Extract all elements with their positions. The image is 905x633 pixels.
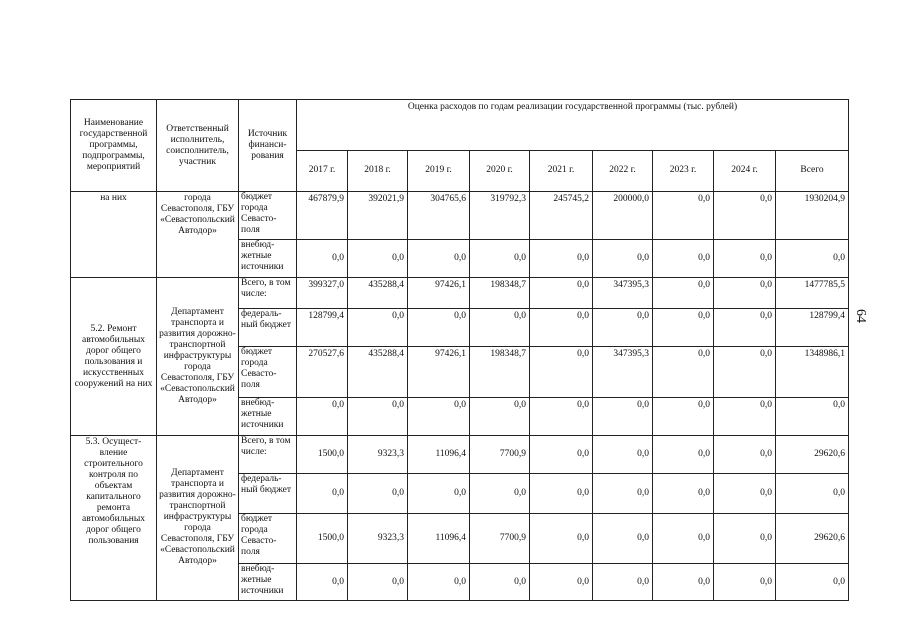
value-cell: 198348,7 [470,346,530,397]
program-name-cell: 5.2. Ремонт автомобильных дорог общего пользования и искусственных сооружений на них [71,278,157,436]
value-cell: 0,0 [593,309,653,346]
value-cell: 0,0 [470,239,530,277]
value-cell: 392021,9 [348,192,408,240]
value-cell: 0,0 [348,474,408,513]
value-cell: 1500,0 [297,513,348,564]
value-cell: 0,0 [297,397,348,435]
value-cell: 0,0 [297,239,348,277]
executor-cell: Департамент транспорта и развития дорожно-транспортной инфраструктуры города Севастополя, ГБУ «Севастопольский Автодор» [157,278,239,436]
value-cell: 0,0 [530,397,593,435]
funding-source-cell: Всего, в том числе: [239,278,297,309]
header-source-cell: Источник финанси-рования [239,100,297,192]
value-cell: 0,0 [530,474,593,513]
header-year: 2020 г. [470,150,530,191]
header-year: 2018 г. [348,150,408,191]
funding-source-cell: внебюд-жетные источники [239,564,297,601]
value-cell: 0,0 [593,397,653,435]
value-cell: 0,0 [714,239,776,277]
funding-source-cell: внебюд-жетные источники [239,239,297,277]
value-cell: 435288,4 [348,278,408,309]
header-total: Всего [776,150,849,191]
funding-source-cell: внебюд-жетные источники [239,397,297,435]
value-cell: 0,0 [593,513,653,564]
value-cell: 399327,0 [297,278,348,309]
value-cell: 0,0 [348,564,408,601]
value-cell: 467879,9 [297,192,348,240]
value-cell: 200000,0 [593,192,653,240]
header-name-cell: Наименование государственной программы, подпрограммы, мероприятий [71,100,157,192]
table-row [71,435,849,473]
budget-table [70,99,849,601]
header-year: 2024 г. [714,150,776,191]
value-cell: 9323,3 [348,435,408,473]
total-value-cell: 29620,6 [776,513,849,564]
value-cell: 1500,0 [297,435,348,473]
value-cell: 11096,4 [408,513,470,564]
value-cell: 0,0 [653,239,714,277]
value-cell: 0,0 [714,435,776,473]
value-cell: 9323,3 [348,513,408,564]
value-cell: 435288,4 [348,346,408,397]
value-cell: 0,0 [408,397,470,435]
value-cell: 0,0 [653,564,714,601]
executor-cell: города Севастополя, ГБУ «Севастопольский Автодор» [157,192,239,278]
value-cell: 0,0 [714,397,776,435]
value-cell: 0,0 [653,435,714,473]
total-value-cell: 0,0 [776,474,849,513]
value-cell: 319792,3 [470,192,530,240]
value-cell: 0,0 [470,474,530,513]
value-cell: 0,0 [530,278,593,309]
value-cell: 0,0 [470,564,530,601]
total-value-cell: 29620,6 [776,435,849,473]
total-value-cell: 1930204,9 [776,192,849,240]
value-cell: 0,0 [470,309,530,346]
value-cell: 0,0 [653,346,714,397]
value-cell: 304765,6 [408,192,470,240]
value-cell: 0,0 [593,435,653,473]
value-cell: 0,0 [408,309,470,346]
header-year: 2019 г. [408,150,470,191]
value-cell: 0,0 [530,346,593,397]
value-cell: 0,0 [530,513,593,564]
value-cell: 0,0 [653,513,714,564]
total-value-cell: 1477785,5 [776,278,849,309]
table-row [71,192,849,240]
value-cell: 0,0 [653,309,714,346]
value-cell: 245745,2 [530,192,593,240]
total-value-cell: 0,0 [776,239,849,277]
header-estimate-cell: Оценка расходов по годам реализации государственной программы (тыс. рублей) [297,100,849,151]
program-name-cell: на них [71,192,157,278]
value-cell: 0,0 [714,309,776,346]
value-cell: 97426,1 [408,346,470,397]
value-cell: 0,0 [714,564,776,601]
value-cell: 0,0 [408,474,470,513]
value-cell: 0,0 [297,474,348,513]
funding-source-cell: федераль-ный бюджет [239,309,297,346]
funding-source-cell: бюджет города Севасто-поля [239,192,297,240]
funding-source-cell: бюджет города Севасто-поля [239,346,297,397]
value-cell: 0,0 [408,564,470,601]
page-number: 64 [853,309,868,323]
value-cell: 0,0 [530,435,593,473]
funding-source-cell: Всего, в том числе: [239,435,297,473]
program-name-cell: 5.3. Осущест-вление строительного контроля по объектам капитального ремонта автомобильных дорог общего пользования [71,435,157,600]
value-cell: 198348,7 [470,278,530,309]
value-cell: 0,0 [348,309,408,346]
funding-source-cell: федераль-ный бюджет [239,474,297,513]
value-cell: 128799,4 [297,309,348,346]
table-row [71,278,849,309]
value-cell: 347395,3 [593,346,653,397]
value-cell: 11096,4 [408,435,470,473]
value-cell: 0,0 [593,474,653,513]
value-cell: 0,0 [714,192,776,240]
header-year: 2021 г. [530,150,593,191]
value-cell: 7700,9 [470,513,530,564]
header-year: 2022 г. [593,150,653,191]
value-cell: 0,0 [348,397,408,435]
executor-cell: Департамент транспорта и развития дорожно-транспортной инфраструктуры города Севастополя, ГБУ «Севастопольский Автодор» [157,435,239,600]
value-cell: 0,0 [470,397,530,435]
value-cell: 0,0 [530,309,593,346]
value-cell: 7700,9 [470,435,530,473]
funding-source-cell: бюджет города Севасто-поля [239,513,297,564]
value-cell: 0,0 [714,513,776,564]
value-cell: 347395,3 [593,278,653,309]
value-cell: 0,0 [653,397,714,435]
value-cell: 0,0 [348,239,408,277]
value-cell: 0,0 [297,564,348,601]
header-year: 2023 г. [653,150,714,191]
value-cell: 0,0 [714,474,776,513]
value-cell: 0,0 [714,278,776,309]
header-row-1 [71,100,849,151]
header-year: 2017 г. [297,150,348,191]
value-cell: 0,0 [530,564,593,601]
total-value-cell: 1348986,1 [776,346,849,397]
value-cell: 0,0 [653,192,714,240]
total-value-cell: 0,0 [776,397,849,435]
value-cell: 0,0 [408,239,470,277]
value-cell: 0,0 [653,474,714,513]
total-value-cell: 0,0 [776,564,849,601]
total-value-cell: 128799,4 [776,309,849,346]
value-cell: 0,0 [593,564,653,601]
header-exec-cell: Ответственный исполнитель, соисполнитель, участник [157,100,239,192]
value-cell: 0,0 [593,239,653,277]
value-cell: 0,0 [653,278,714,309]
value-cell: 97426,1 [408,278,470,309]
value-cell: 0,0 [530,239,593,277]
value-cell: 270527,6 [297,346,348,397]
value-cell: 0,0 [714,346,776,397]
